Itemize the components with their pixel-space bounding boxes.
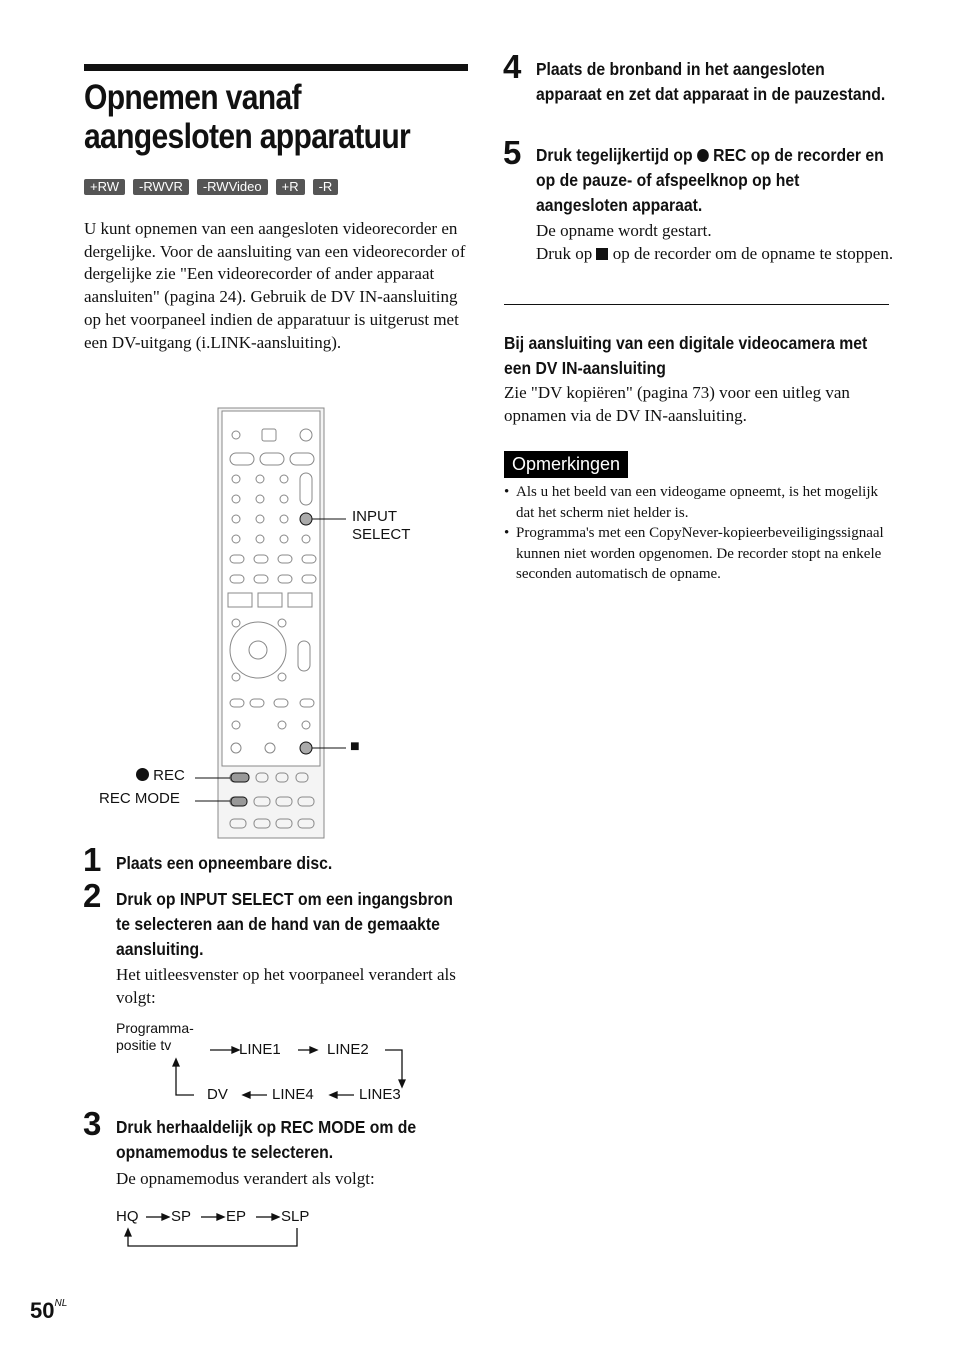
badge-plus-rw: +RW bbox=[84, 179, 125, 195]
step-5-title: Druk tegelijkertijd op REC op de recorder en op de pauze- of afspeelknop op het aangesloten apparaat. bbox=[536, 145, 884, 215]
badge-minus-rw-vr: -RWVR bbox=[133, 179, 189, 195]
page-number: $50^{NL}$ bbox=[30, 1298, 68, 1323]
notes-list bbox=[504, 482, 888, 585]
step-4-title: Plaats de bronband in het aangesloten apparaat en zet dat apparaat in de pauzestand. bbox=[536, 59, 886, 104]
step-1-number: 1 bbox=[83, 841, 102, 878]
intro-paragraph: U kunt opnemen van een aangesloten videorecorder en dergelijke. Voor de aansluiting van een videorecorder of dergelijke zie "Een videorecorder of ander apparaat aansluiten" (pagina 24). Gebruik de DV IN-aansluiting op het voorpaneel indien de apparatuur is uitgerust met een DV-uitgang (i.LINK-aansluiting). bbox=[84, 219, 466, 352]
step-1-title: Plaats een opneembare disc. bbox=[116, 853, 333, 873]
badge-plus-r: +R bbox=[276, 179, 305, 195]
mode-sp: SP bbox=[171, 1208, 192, 1225]
step-2-title: Druk op INPUT SELECT om een ingangsbron te selecteren aan de hand van de gemaakte aansluiting. bbox=[116, 889, 453, 959]
badge-minus-r: -R bbox=[313, 179, 339, 195]
flow-start-line2: positie tv bbox=[116, 1037, 172, 1053]
title-rule bbox=[84, 64, 468, 71]
step-3-title: Druk herhaaldelijk op REC MODE om de opnamemodus te selecteren. bbox=[116, 1117, 417, 1162]
mode-slp: SLP bbox=[281, 1208, 310, 1225]
stop-square-icon bbox=[596, 248, 608, 260]
disc-type-badges bbox=[84, 179, 338, 195]
note-item: • Programma's met een CopyNever-kopieerbeveiligingssignaal kunnen niet worden opgenomen. De recorder stopt na enkele seconden automatisch de opname. bbox=[504, 523, 888, 585]
flow-dv: DV bbox=[207, 1086, 228, 1103]
rec-label: REC bbox=[136, 767, 185, 785]
step-3-body: De opnamemodus verandert als volgt: bbox=[116, 1169, 375, 1188]
rec-mode-label: REC MODE bbox=[99, 790, 180, 807]
badge-minus-rw-video: -RWVideo bbox=[197, 179, 268, 195]
note-item: • Als u het beeld van een videogame opneemt, is het mogelijk dat het scherm niet helder is. bbox=[504, 482, 888, 523]
step-5-number: 5 bbox=[503, 134, 522, 171]
input-select-label-line2: SELECT bbox=[352, 526, 411, 543]
rec-mode-flow-arrows bbox=[116, 1208, 316, 1250]
record-dot-icon bbox=[697, 149, 709, 162]
page-title: Opnemen vanaf aangesloten apparatuur bbox=[84, 78, 411, 156]
step-5-body-2: Druk op op de recorder om de opname te stoppen. bbox=[536, 244, 894, 263]
step-3-number: 3 bbox=[83, 1105, 102, 1142]
mode-ep: EP bbox=[226, 1208, 247, 1225]
step-4-number: 4 bbox=[503, 48, 522, 85]
subsection-title: Bij aansluiting van een digitale videocamera met een DV IN-aansluiting bbox=[504, 333, 868, 378]
stop-button-label: ■ bbox=[350, 738, 360, 755]
flow-line4: LINE4 bbox=[272, 1086, 314, 1103]
flow-line1: LINE1 bbox=[239, 1041, 281, 1058]
record-dot-icon bbox=[136, 768, 149, 781]
flow-line3: LINE3 bbox=[359, 1086, 401, 1103]
input-select-label-line1: INPUT bbox=[352, 508, 397, 525]
step-2-number: 2 bbox=[83, 877, 102, 914]
mode-hq: HQ bbox=[116, 1208, 139, 1225]
step-2-body: Het uitleesvenster op het voorpaneel verandert als volgt: bbox=[116, 965, 456, 1007]
step-5-body-1: De opname wordt gestart. bbox=[536, 221, 712, 240]
flow-line2: LINE2 bbox=[327, 1041, 369, 1058]
flow-start-line1: Programma- bbox=[116, 1020, 194, 1036]
section-divider bbox=[504, 304, 889, 305]
notes-heading: Opmerkingen bbox=[504, 451, 628, 478]
input-flow-arrows bbox=[170, 1040, 410, 1102]
subsection-body: Zie "DV kopiëren" (pagina 73) voor een uitleg van opnamen via de DV IN-aansluiting. bbox=[504, 383, 850, 425]
